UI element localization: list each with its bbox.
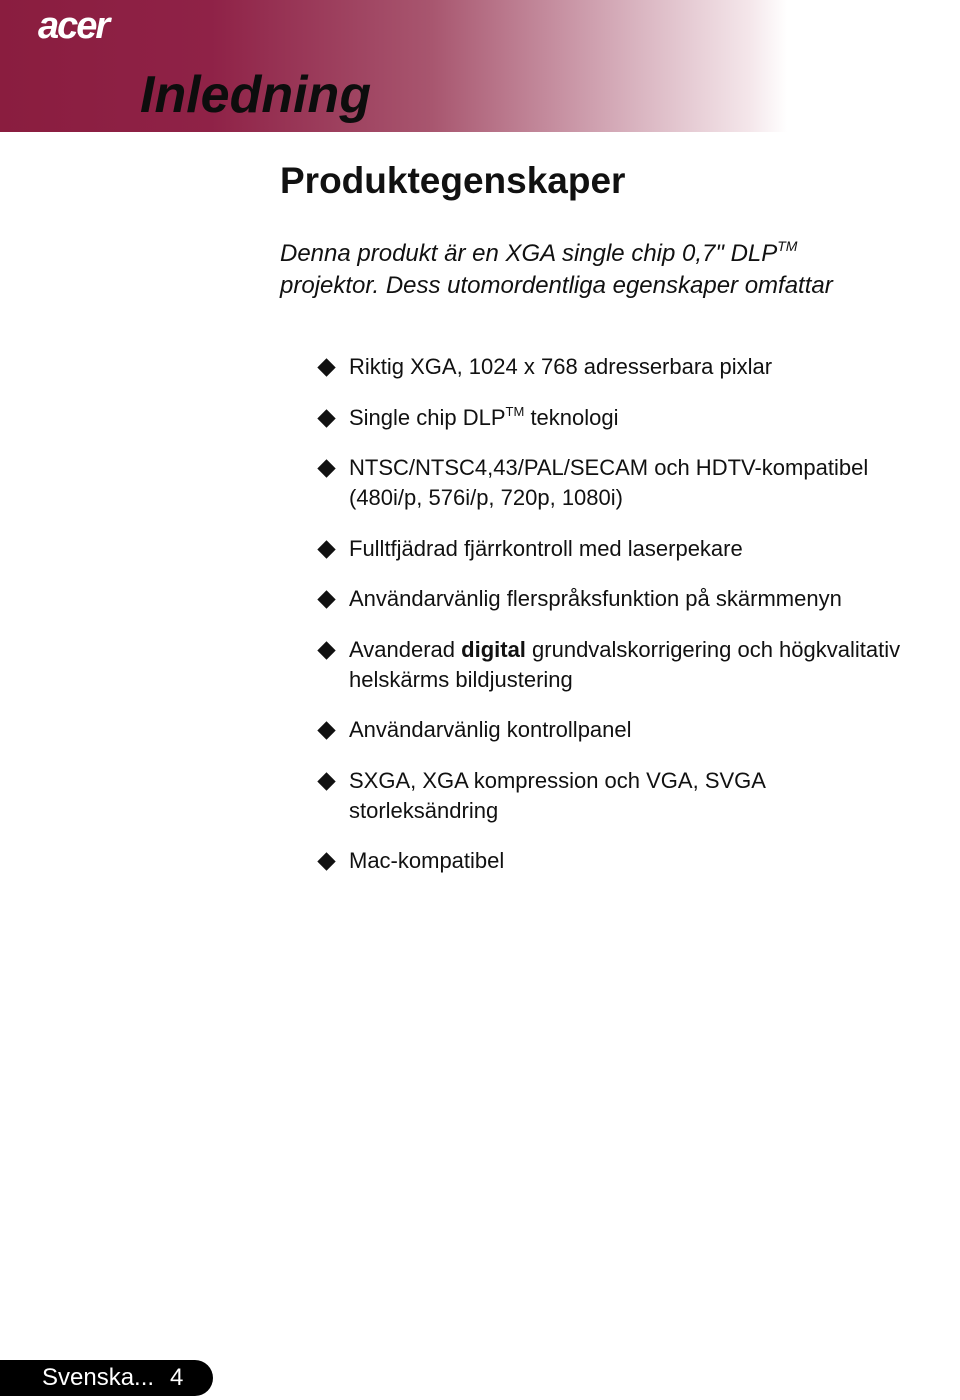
chapter-title: Inledning <box>140 66 372 124</box>
feature-text-line2: (480i/p, 576i/p, 720p, 1080i) <box>349 485 623 510</box>
feature-item <box>316 403 960 433</box>
feature-item <box>316 766 960 826</box>
feature-text-line2: storleksändring <box>349 797 499 823</box>
diamond-bullet-icon <box>317 721 335 739</box>
diamond-bullet-icon <box>317 852 335 870</box>
feature-text: Avanderad <box>349 636 462 662</box>
feature-text: Användarvänlig flerspråksfunktion på skärmmenyn <box>349 586 842 611</box>
feature-text: NTSC/NTSC4,43/PAL/SECAM och HDTV-kompatibel <box>349 455 869 480</box>
page-number: 4 <box>170 1364 184 1391</box>
trademark-superscript: TM <box>505 403 525 419</box>
feature-text: Mac-kompatibel <box>349 848 505 873</box>
intro-line2: projektor. Dess utomordentliga egenskaper omfattar <box>280 272 833 299</box>
diamond-bullet-icon <box>317 358 335 376</box>
trademark-superscript: TM <box>777 238 798 254</box>
diamond-bullet-icon <box>317 409 335 427</box>
intro-paragraph <box>280 238 940 302</box>
feature-text-line2: helskärms bildjustering <box>349 666 573 692</box>
feature-text: grundvalskorrigering och högkvalitativ <box>525 636 901 662</box>
feature-item <box>316 352 960 382</box>
feature-list <box>316 352 960 897</box>
acer-logo <box>36 4 140 48</box>
section-title: Produktegenskaper <box>280 160 626 201</box>
feature-bold-text: digital <box>461 636 526 662</box>
footer-language: Svenska... <box>42 1364 155 1391</box>
feature-text: Single chip DLP <box>349 404 506 430</box>
diamond-bullet-icon <box>317 590 335 608</box>
feature-item <box>316 715 960 745</box>
feature-item <box>316 534 960 564</box>
feature-text: teknologi <box>524 404 619 430</box>
feature-text: Användarvänlig kontrollpanel <box>349 717 632 742</box>
feature-item <box>316 846 960 876</box>
logo-text: acer <box>38 5 109 47</box>
diamond-bullet-icon <box>317 459 335 477</box>
feature-text: Fulltfjädrad fjärrkontroll med laserpekare <box>349 535 743 561</box>
intro-line1: Denna produkt är en XGA single chip 0,7" DLP <box>280 240 778 267</box>
header-band <box>0 0 960 132</box>
diamond-bullet-icon <box>317 641 335 659</box>
feature-item <box>316 635 960 695</box>
diamond-bullet-icon <box>317 540 335 558</box>
feature-text: Riktig XGA, 1024 x 768 adresserbara pixlar <box>349 354 773 379</box>
feature-item <box>316 453 960 513</box>
diamond-bullet-icon <box>317 772 335 790</box>
feature-text: SXGA, XGA kompression och VGA, SVGA <box>349 767 766 793</box>
feature-item <box>316 584 960 614</box>
